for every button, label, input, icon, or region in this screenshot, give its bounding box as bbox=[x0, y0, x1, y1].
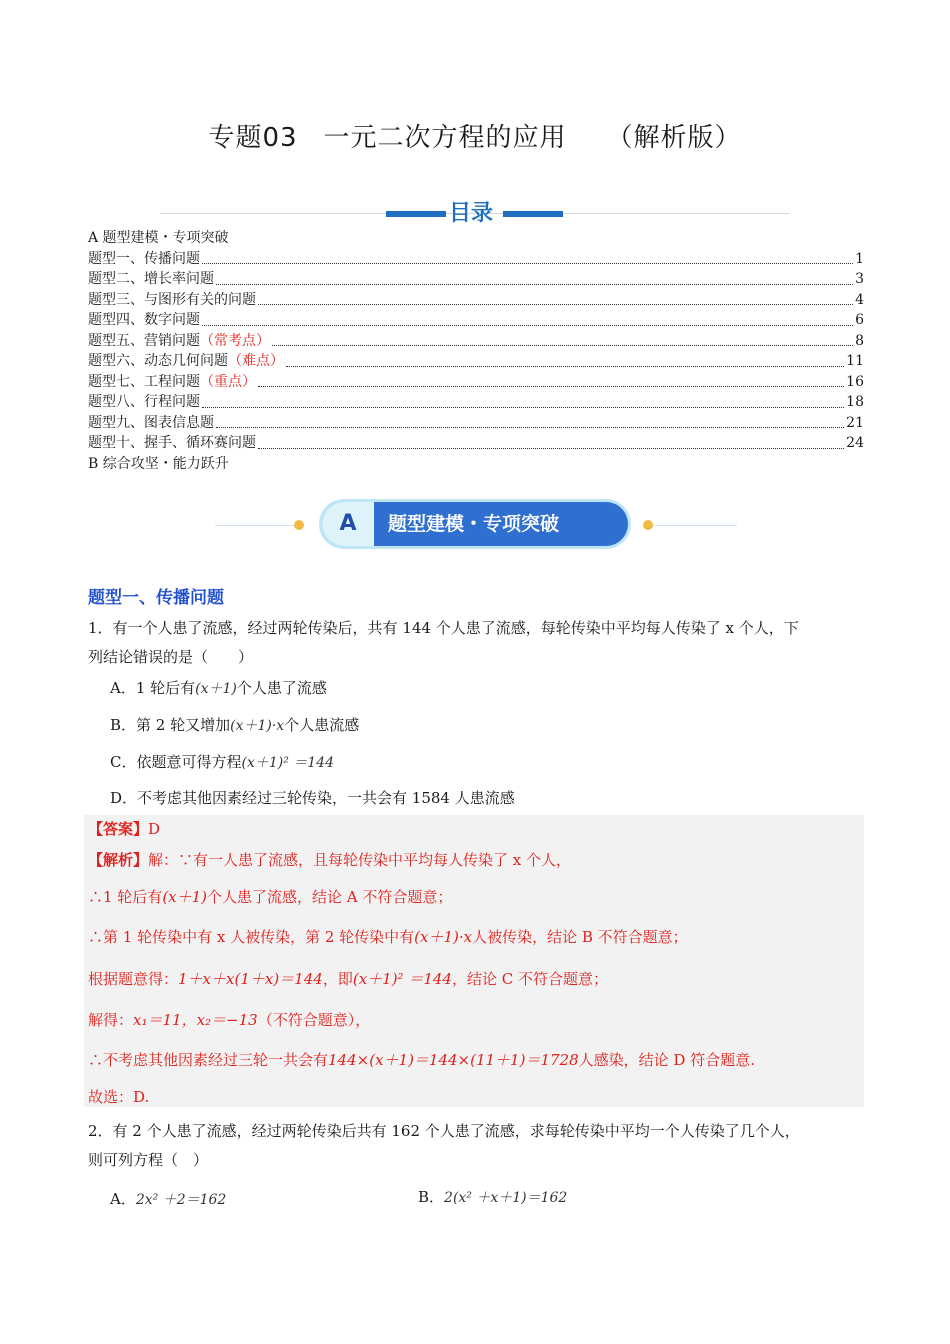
question-2-option-b: B．2(x² ＋x＋1)＝162 bbox=[418, 1188, 568, 1206]
question-1-option-c: C．依题意可得方程(x＋1)² ＝144 bbox=[110, 753, 334, 771]
toc-item[interactable]: 题型一、传播问题 1 bbox=[88, 250, 864, 267]
toc-item[interactable]: 题型三、与图形有关的问题 4 bbox=[88, 291, 864, 308]
banner-letter: A bbox=[322, 502, 374, 546]
toc-tag: （难点） bbox=[228, 353, 284, 369]
answer-line: 【答案】D bbox=[88, 820, 161, 838]
math-expression: (x＋1) bbox=[195, 681, 237, 697]
math-expression: (x＋1)² ＝144 bbox=[352, 970, 452, 988]
toc-item[interactable]: 题型八、行程问题 18 bbox=[88, 394, 864, 410]
analysis-conclusion: 故选：D. bbox=[88, 1088, 150, 1106]
math-expression: (x＋1)·x bbox=[414, 928, 473, 946]
math-expression: 1＋x＋x(1＋x)＝144 bbox=[178, 970, 323, 988]
section-a-banner bbox=[322, 502, 628, 546]
math-expression: (x＋1)² ＝144 bbox=[241, 755, 334, 771]
math-expression: (x＋1) bbox=[162, 888, 208, 906]
question-2-stem: 2．有 2 个人患了流感，经过两轮传染后共有 162 个人患了流感，求每轮传染中平均一个人传染了几个人， 则可列方程（ ） bbox=[88, 1122, 800, 1169]
toc-heading: 目录 bbox=[449, 201, 494, 226]
toc-item[interactable]: 题型九、图表信息题 21 bbox=[88, 414, 864, 431]
toc-tag: （常考点） bbox=[200, 332, 270, 349]
title-edition: （解析版） bbox=[606, 123, 742, 153]
question-1-stem: 1．有一个人患了流感，经过两轮传染后，共有 144 个人患了流感，每轮传染中平均每人传染了 x 个人，下 列结论错误的是（ ） bbox=[88, 619, 799, 666]
banner-line-left bbox=[215, 525, 300, 526]
analysis-line: ∴不考虑其他因素经过三轮一共会有144×(x＋1)＝144×(11＋1)＝1728人感染，结论 D 符合题意. bbox=[88, 1051, 755, 1069]
math-expression: x₁＝11，x₂＝−13 bbox=[133, 1011, 258, 1029]
analysis-line: ∴1 轮后有(x＋1)个人患了流感，结论 A 不符合题意； bbox=[88, 888, 453, 906]
banner-dot-right bbox=[643, 520, 653, 530]
question-2-option-a: A．2x² ＋2＝162 bbox=[110, 1190, 227, 1208]
banner-dot-left bbox=[294, 520, 304, 530]
toc-item[interactable]: 题型六、动态几何问题 （难点） 11 bbox=[88, 351, 864, 372]
math-expression: (x＋1)·x bbox=[230, 718, 285, 734]
toc-heading-bar-right bbox=[503, 211, 563, 217]
toc-item[interactable]: 题型五、营销问题 （常考点） 8 bbox=[88, 331, 864, 352]
analysis-line: 【解析】解：∵有一人患了流感，且每轮传染中平均每人传染了 x 个人， bbox=[88, 851, 572, 869]
toc-tag: （重点） bbox=[200, 373, 256, 390]
toc-item[interactable]: 题型二、增长率问题 3 bbox=[88, 271, 864, 287]
table-of-contents bbox=[88, 228, 864, 474]
question-1-option-d: D．不考虑其他因素经过三轮传染，一共会有 1584 人患流感 bbox=[110, 789, 515, 807]
analysis-line: 解得：x₁＝11，x₂＝−13（不符合题意）， bbox=[88, 1011, 371, 1029]
page-title bbox=[0, 117, 950, 154]
toc-section-b[interactable]: B 综合攻坚・能力跃升 bbox=[88, 455, 229, 472]
toc-item[interactable]: 题型四、数字问题 6 bbox=[88, 312, 864, 328]
title-topic-number: 专题03 bbox=[208, 123, 298, 153]
question-1-option-a: A．1 轮后有(x＋1)个人患了流感 bbox=[110, 679, 327, 697]
toc-section-a[interactable]: A 题型建模・专项突破 bbox=[88, 230, 229, 246]
toc-item[interactable]: 题型七、工程问题 （重点） 16 bbox=[88, 372, 864, 393]
banner-title: 题型建模・专项突破 bbox=[388, 513, 560, 535]
analysis-line: ∴第 1 轮传染中有 x 人被传染，第 2 轮传染中有(x＋1)·x人被传染，结论 B 不符合题意； bbox=[88, 928, 688, 946]
math-expression: 144×(x＋1)＝144×(11＋1)＝1728 bbox=[328, 1051, 579, 1069]
toc-item[interactable]: 题型十、握手、循环赛问题 24 bbox=[88, 435, 864, 451]
question-1-option-b: B．第 2 轮又增加(x＋1)·x个人患流感 bbox=[110, 716, 360, 734]
title-topic-name: 一元二次方程的应用 bbox=[323, 123, 567, 153]
section-heading: 题型一、传播问题 bbox=[88, 588, 224, 608]
analysis-line: 根据题意得：1＋x＋x(1＋x)＝144，即(x＋1)² ＝144，结论 C 不符合题意； bbox=[88, 970, 608, 988]
math-expression: 2x² ＋2＝162 bbox=[135, 1192, 227, 1208]
math-expression: 2(x² ＋x＋1)＝162 bbox=[444, 1190, 568, 1206]
banner-line-right bbox=[652, 525, 737, 526]
toc-heading-bar-left bbox=[386, 211, 446, 217]
